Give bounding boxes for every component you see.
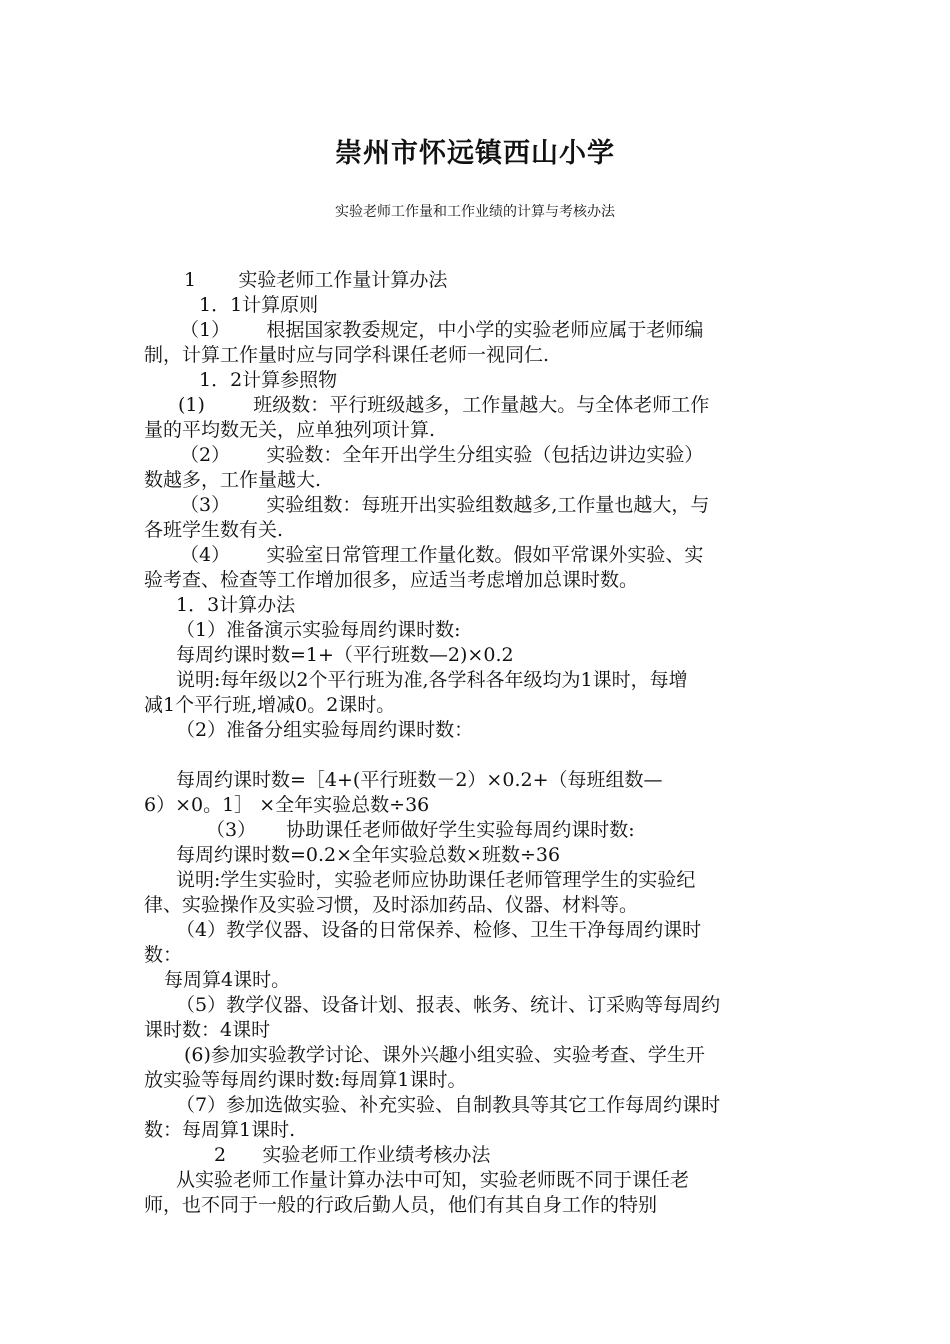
paragraph-line: 减1个平行班,增减0。2课时。	[144, 694, 396, 716]
paragraph-line: （4）教学仪器、设备的日常保养、检修、卫生干净每周约课时	[176, 919, 702, 941]
paragraph-line: （4） 实验室日常管理工作量化数。假如平常课外实验、实	[180, 544, 704, 566]
paragraph-line: （5）教学仪器、设备计划、报表、帐务、统计、订采购等每周约	[176, 994, 721, 1016]
formula-line: 每周约课时数=1+（平行班数—2)×0.2	[176, 644, 514, 666]
document-subtitle: 实验老师工作量和工作业绩的计算与考核办法	[335, 204, 615, 220]
subsection-heading: 1．1计算原则	[199, 294, 319, 316]
document-title: 崇州市怀远镇西山小学	[335, 138, 615, 169]
paragraph-line: 验考查、检查等工作增加很多，应适当考虑增加总课时数。	[144, 569, 639, 591]
paragraph-line: 每周算4课时。	[164, 969, 291, 991]
subsection-heading: 1．2计算参照物	[199, 369, 338, 391]
paragraph-line: 师，也不同于一般的行政后勤人员，他们有其自身工作的特别	[144, 1194, 658, 1216]
paragraph-line: 量的平均数无关，应单独列项计算.	[144, 419, 436, 441]
section-heading: 2 实验老师工作业绩考核办法	[214, 1144, 491, 1166]
paragraph-line: 数：每周算1课时.	[144, 1119, 296, 1141]
formula-line: 6）×0。1］ ×全年实验总数÷36	[144, 794, 430, 816]
paragraph-line: （1） 根据国家教委规定，中小学的实验老师应属于老师编	[180, 319, 704, 341]
paragraph-line: 课时数：4课时	[144, 1019, 271, 1041]
formula-line: 每周约课时数=［4+(平行班数－2）×0.2+（每班组数—	[176, 769, 663, 791]
paragraph-line: 律、实验操作及实验习惯，及时添加药品、仪器、材料等。	[144, 894, 639, 916]
paragraph-line: （3） 实验组数：每班开出实验组数越多,工作量也越大，与	[180, 494, 710, 516]
paragraph-line: 制，计算工作量时应与同学科课任老师一视同仁.	[144, 344, 550, 366]
paragraph-line: 说明:学生实验时，实验老师应协助课任老师管理学生的实验纪	[176, 869, 696, 891]
paragraph-line: 各班学生数有关.	[144, 519, 284, 541]
paragraph-line: (1) 班级数：平行班级越多，工作量越大。与全体老师工作	[178, 394, 710, 416]
paragraph-line: （1）准备演示实验每周约课时数:	[176, 619, 461, 641]
paragraph-line: （2） 实验数：全年开出学生分组实验（包括边讲边实验）	[180, 444, 704, 466]
document-body	[144, 268, 806, 1218]
paragraph-line: 放实验等每周约课时数:每周算1课时。	[144, 1069, 467, 1091]
paragraph-line: 从实验老师工作量计算办法中可知，实验老师既不同于课任老	[176, 1169, 690, 1191]
formula-line: 每周约课时数=0.2×全年实验总数×班数÷36	[176, 844, 561, 866]
subsection-heading: 1．3计算办法	[176, 594, 296, 616]
section-heading: 1 实验老师工作量计算办法	[184, 269, 448, 291]
blank-line	[144, 743, 806, 768]
paragraph-line: （2）准备分组实验每周约课时数：	[176, 719, 474, 741]
paragraph-line: （7）参加选做实验、补充实验、自制教具等其它工作每周约课时	[176, 1094, 721, 1116]
paragraph-line: 数越多，工作量越大.	[144, 469, 322, 491]
paragraph-line: 说明:每年级以2个平行班为准,各学科各年级均为1课时，每增	[176, 669, 688, 691]
paragraph-line: (6)参加实验教学讨论、课外兴趣小组实验、实验考查、学生开	[184, 1044, 705, 1066]
paragraph-line: （3） 协助课任老师做好学生实验每周约课时数:	[206, 819, 635, 841]
paragraph-line: 数：	[144, 944, 183, 966]
